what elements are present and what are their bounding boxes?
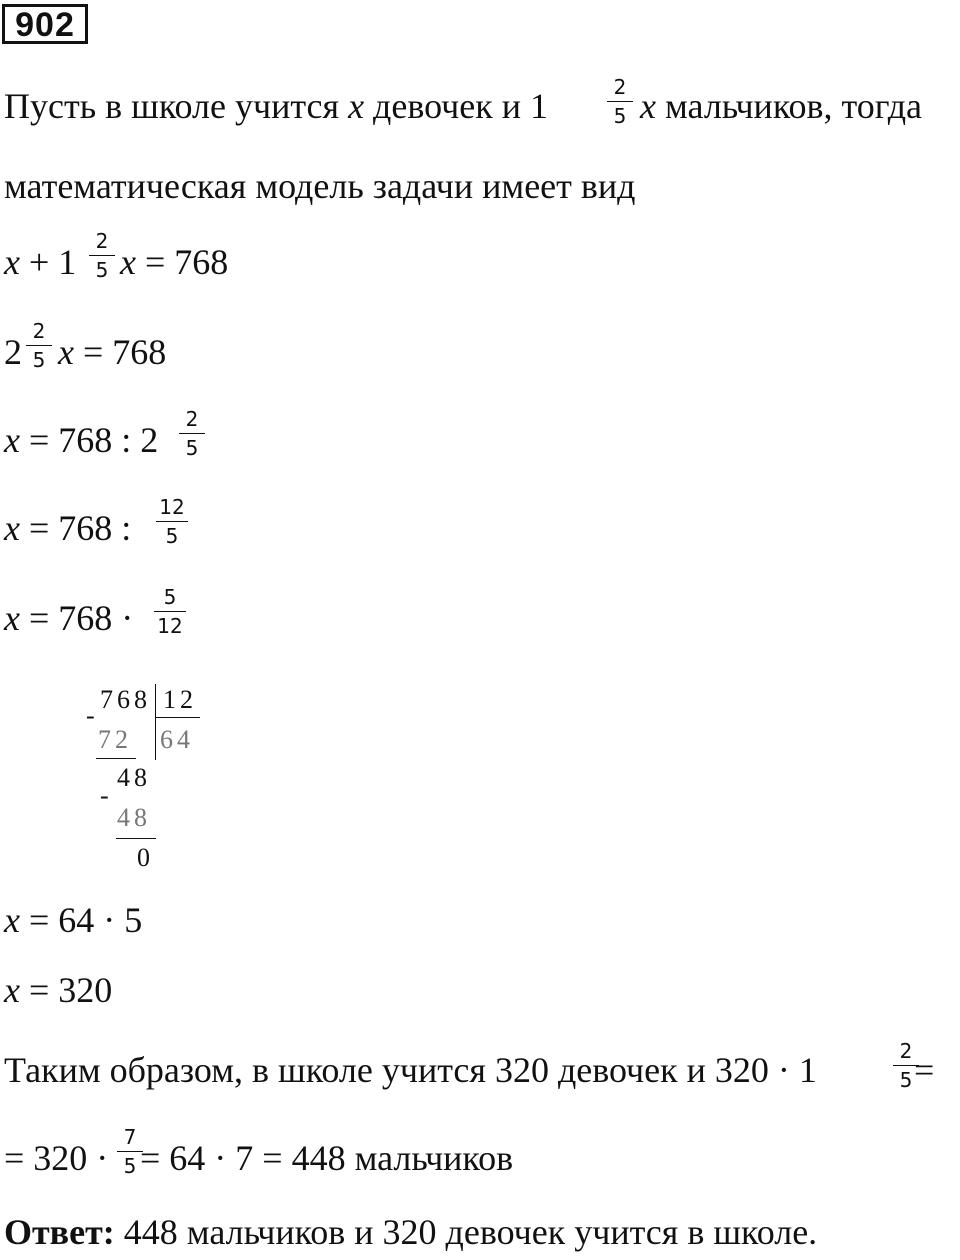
- text-line-3: Таким образом, в школе учится 320 девочек и 320 · 1: [4, 1050, 817, 1090]
- variable-x: x: [4, 598, 20, 638]
- text-segment: = 768: [73, 332, 167, 372]
- text-segment: = 768 : 2: [19, 420, 159, 460]
- variable-x: x: [4, 420, 20, 460]
- fraction: [152, 586, 188, 637]
- denominator: 5: [123, 1154, 137, 1178]
- minus-sign: -: [100, 781, 113, 810]
- fraction: [87, 230, 117, 281]
- text-segment: = 768: [135, 242, 229, 282]
- remainder: 48: [117, 763, 151, 792]
- denominator: 5: [185, 436, 199, 460]
- text-line-1: [4, 86, 548, 126]
- numerator: 7: [123, 1125, 137, 1149]
- variable-x: x: [58, 332, 74, 372]
- variable-x: x: [4, 900, 20, 940]
- text-segment: = 320: [19, 970, 113, 1010]
- numerator: 12: [159, 495, 185, 519]
- fraction: [24, 320, 54, 371]
- answer-text: 448 мальчиков и 320 девочек учится в школе.: [114, 1212, 818, 1252]
- fraction: [177, 408, 207, 459]
- text-segment: Пусть в школе учится: [4, 86, 340, 126]
- answer-line: [4, 1212, 817, 1252]
- denominator: 5: [165, 524, 179, 548]
- text-line-4-tail: = 64 · 7 = 448 мальчиков: [140, 1138, 514, 1178]
- text-segment: мальчиков, тогда: [664, 86, 923, 126]
- variable-x: x: [4, 242, 20, 282]
- numerator: 2: [95, 229, 109, 253]
- fraction-bar: [156, 521, 188, 522]
- text-line-1-tail: [640, 86, 922, 126]
- fraction-bar: [154, 611, 186, 612]
- quotient: 64: [160, 725, 194, 754]
- divisor: 12: [163, 685, 197, 714]
- text-segment: = 768 :: [19, 508, 132, 548]
- variable-x: x: [640, 86, 656, 126]
- equation-2-left: 2: [4, 332, 22, 372]
- text-segment: + 1: [19, 242, 77, 282]
- subtrahend: 72: [98, 725, 132, 754]
- fraction: [154, 496, 190, 547]
- text-segment: = 64 · 5: [19, 900, 143, 940]
- denominator: 5: [95, 258, 109, 282]
- denominator: 5: [613, 104, 627, 128]
- text-line-2: математическая модель задачи имеет вид: [4, 166, 636, 206]
- problem-number: 902: [2, 4, 88, 44]
- numerator: 2: [185, 407, 199, 431]
- fraction-bar: [89, 255, 115, 256]
- variable-x: x: [348, 86, 365, 126]
- variable-x: x: [120, 242, 136, 282]
- numerator: 2: [32, 319, 46, 343]
- fraction-bar: [607, 101, 633, 102]
- division-divisor-line: [155, 717, 200, 718]
- text-segment: девочек и 1: [373, 86, 549, 126]
- equation-5: [4, 598, 133, 638]
- answer-label: Ответ:: [4, 1212, 115, 1252]
- numerator: 2: [613, 75, 627, 99]
- equation-7: [4, 970, 112, 1010]
- text-segment: = 768 ·: [19, 598, 134, 638]
- variable-x: x: [4, 970, 20, 1010]
- division-underline: [116, 838, 156, 839]
- division-vertical-line: [155, 684, 156, 760]
- equation-6: [4, 900, 142, 940]
- equation-1-right: [120, 242, 228, 282]
- denominator: 5: [899, 1068, 913, 1092]
- denominator: 12: [157, 614, 183, 638]
- text-line-3-tail: =: [914, 1050, 935, 1090]
- remainder: 0: [137, 843, 154, 872]
- variable-x: x: [4, 508, 20, 548]
- division-underline: [96, 758, 136, 759]
- equation-4: [4, 508, 131, 548]
- numerator: 5: [163, 585, 177, 609]
- numerator: 2: [899, 1039, 913, 1063]
- denominator: 5: [32, 348, 46, 372]
- subtrahend: 48: [117, 803, 151, 832]
- fraction-bar: [26, 345, 52, 346]
- equation-2-right: [58, 332, 166, 372]
- minus-sign: -: [86, 701, 99, 730]
- equation-3: [4, 420, 158, 460]
- text-line-4: = 320 ·: [4, 1138, 109, 1178]
- dividend: 768: [100, 685, 151, 714]
- equation-1-left: [4, 242, 76, 282]
- fraction: [605, 76, 635, 127]
- fraction-bar: [179, 433, 205, 434]
